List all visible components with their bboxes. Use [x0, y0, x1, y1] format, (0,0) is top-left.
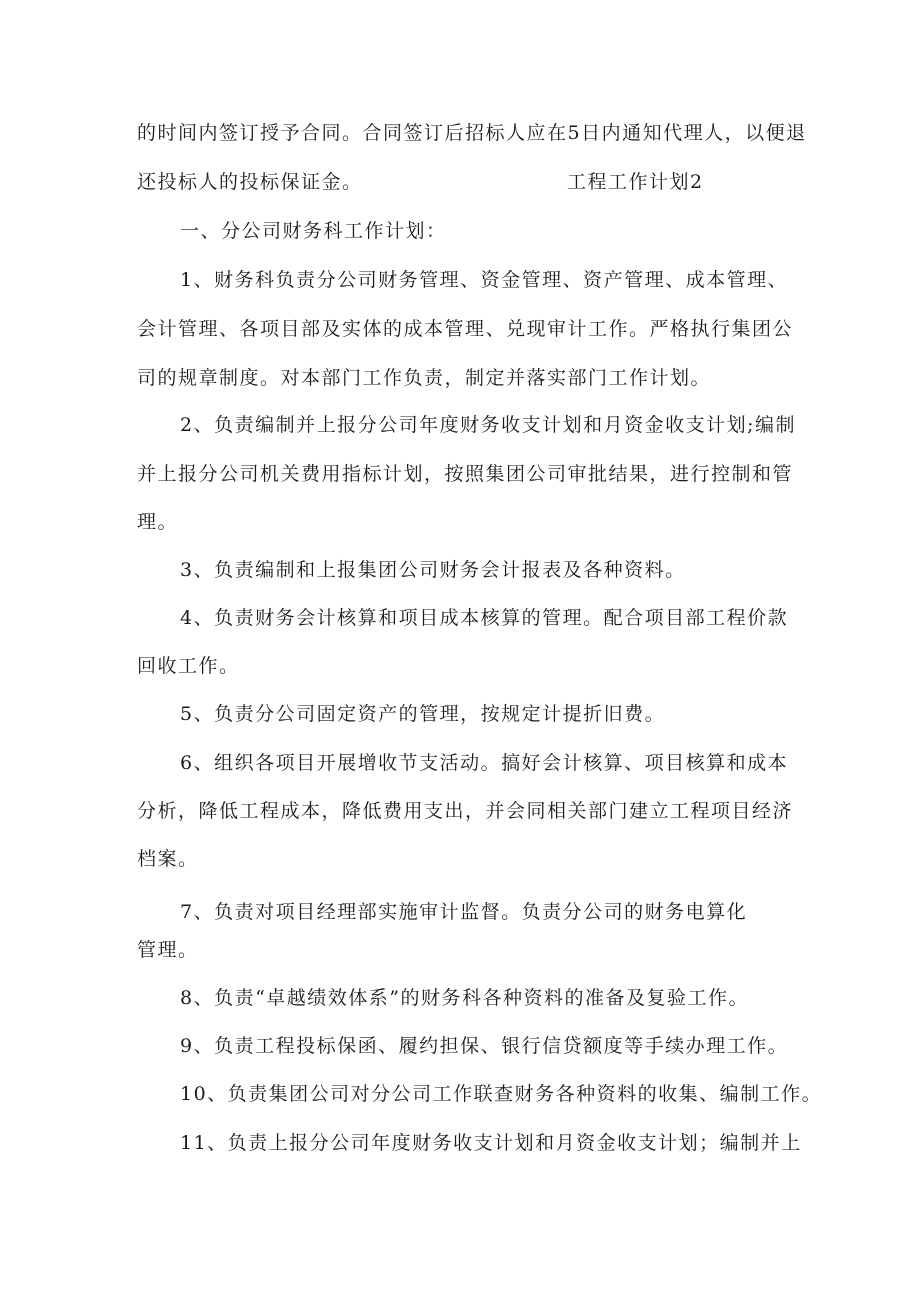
item-6-line-2: 分析，降低工程成本，降低费用支出，并会同相关部门建立工程项目经济: [137, 800, 794, 822]
item-2-line-3: 理。: [137, 511, 179, 533]
item-5-line-1: 5、负责分公司固定资产的管理，按规定计提折旧费。: [180, 703, 666, 725]
item-2-line-2: 并上报分公司机关费用指标计划，按照集团公司审批结果，进行控制和管: [137, 463, 794, 485]
item-4-line-1: 4、负责财务会计核算和项目成本核算的管理。配合项目部工程价款: [180, 607, 789, 629]
item-1-line-2: 会计管理、各项目部及实体的成本管理、兑现审计工作。严格执行集团公: [137, 318, 794, 340]
item-1-line-3: 司的规章制度。对本部门工作负责，制定并落实部门工作计划。: [137, 367, 712, 389]
item-8-line-1: 8、负责“卓越绩效体系”的财务科各种资料的准备及复验工作。: [180, 987, 750, 1009]
item-9-line-1: 9、负责工程投标保函、履约担保、银行信贷额度等手续办理工作。: [180, 1035, 789, 1057]
item-11-line-1: 11、负责上报分公司年度财务收支计划和月资金收支计划；编制并上: [180, 1132, 802, 1154]
item-7-line-1: 7、负责对项目经理部实施审计监督。负责分公司的财务电算化: [180, 901, 748, 923]
document-title: 工程工作计划2: [567, 171, 704, 193]
intro-line-2: 还投标人的投标保证金。: [137, 171, 363, 193]
item-6-line-1: 6、组织各项目开展增收节支活动。搞好会计核算、项目核算和成本: [180, 752, 789, 774]
item-2-line-1: 2、负责编制并上报分公司年度财务收支计划和月资金收支计划;编制: [180, 414, 796, 436]
intro-line-1: 的时间内签订授予合同。合同签订后招标人应在5日内通知代理人，以便退: [137, 122, 807, 144]
item-10-line-1: 10、负责集团公司对分公司工作联查财务各种资料的收集、编制工作。: [180, 1083, 823, 1105]
item-1-line-1: 1、财务科负责分公司财务管理、资金管理、资产管理、成本管理、: [180, 269, 789, 291]
item-6-line-3: 档案。: [137, 848, 199, 870]
item-4-line-2: 回收工作。: [137, 655, 240, 677]
item-7-line-2: 管理。: [137, 939, 199, 961]
section-heading: 一、分公司财务科工作计划：: [180, 220, 447, 242]
item-3-line-1: 3、负责编制和上报集团公司财务会计报表及各种资料。: [180, 559, 686, 581]
